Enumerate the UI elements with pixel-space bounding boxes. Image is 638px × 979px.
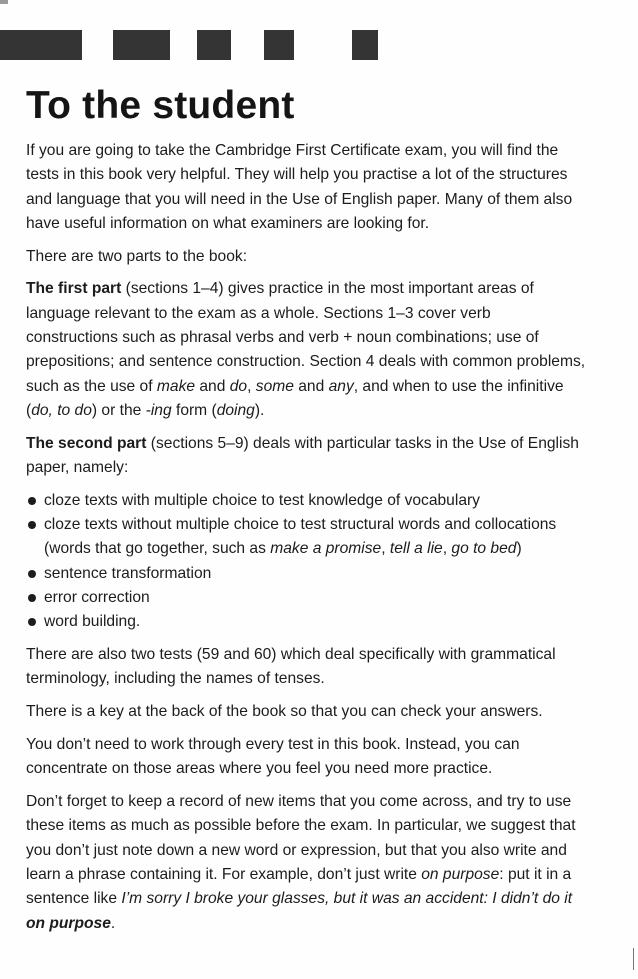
first-part-text: ). [254,401,265,419]
decoration-block [0,30,82,60]
list-item [26,562,586,586]
key-paragraph: There is a key at the back of the book so that you can check your answers. [26,703,543,721]
example-sentence: I’m sorry I broke your glasses, but it was an accident: I didn’t do it [121,890,573,908]
first-part-text: (sections 1–4) gives practice in the most important areas of language relevant to the exam as a whole. Sections 1–3 cover verb constructions such as phrasal verbs and verb + noun combinations; use of prepositions; and sentence construction. Section 4 deals with common problems, such as the use of [26,280,586,395]
list-item-text: error correction [44,589,150,607]
second-part-paragraph [26,432,586,481]
second-part-text: (sections 5–9) deals with particular tasks in the Use of English paper, namely: [26,434,579,477]
bullet-icon [28,521,36,529]
record-text: Don’t forget to keep a record of new items that you come across, and try to use these items as much as possible before the exam. In particular, we suggest that you don’t just note down a new word or expression, but that you also write and learn a phrase containing it. For example, don’t just write [26,793,576,884]
first-part-text: , and when to use the infinitive ( [26,377,564,419]
task-list [26,489,586,635]
record-text: . [110,914,116,932]
page-title: To the student [26,84,295,127]
record-paragraph [26,790,586,936]
list-item [26,586,586,610]
example-word: some [255,377,294,395]
parts-intro-paragraph: There are two parts to the book: [26,247,248,265]
example-word: -ing [145,401,172,419]
list-item-text: word building. [44,613,141,631]
first-part-label: The first part [26,280,122,298]
connector: , [247,377,256,395]
list-item [26,610,586,634]
second-part-label: The second part [26,434,147,452]
connector: and [195,377,230,395]
example-phrase: tell a lie [389,540,443,558]
decoration-block [197,30,231,60]
first-part-paragraph [26,277,586,423]
scan-artifact [0,0,8,4]
decoration-block [113,30,170,60]
body-text [26,139,586,944]
example-word: doing [216,401,255,419]
example-word: do [229,377,248,395]
intro-paragraph: If you are going to take the Cambridge First Certificate exam, you will find the tests in this book very helpful. They will help you practise a lot of the structures and language that you will need in the Use of English paper. Many of them also have useful information on what examiners are looking for. [26,142,573,232]
connector: ) [516,540,522,558]
record-text: : put it in a sentence like [26,866,572,908]
example-phrase: on purpose [421,866,500,884]
example-phrase: make a promise [270,540,382,558]
list-item [26,489,586,513]
example-word: do, to do [31,401,92,419]
connector: , [442,540,452,558]
bullet-icon [28,570,36,578]
example-phrase: go to bed [451,540,517,558]
tests-paragraph: There are also two tests (59 and 60) which deal specifically with grammatical terminology, including the names of tenses. [26,646,556,688]
example-phrase-emphasis: on purpose [26,914,111,932]
list-item-text: sentence transformation [44,564,212,582]
bullet-icon [28,497,36,505]
first-part-text: ) or the [91,401,146,419]
connector: , [381,540,390,558]
no-need-paragraph: You don’t need to work through every test in this book. Instead, you can concentrate on those areas where you feel you need more practice. [26,736,520,778]
first-part-text: form ( [171,401,217,419]
connector: and [293,377,329,395]
example-word: any [328,377,354,395]
list-item-text: cloze texts without multiple choice to test structural words and collocations (words that go together, such as [44,516,557,558]
decoration-block [264,30,294,60]
example-word: make [156,377,196,395]
list-item-text: cloze texts with multiple choice to test knowledge of vocabulary [44,491,480,509]
decoration-block [352,30,378,60]
bullet-icon [28,618,36,626]
margin-mark [633,948,634,970]
bullet-icon [28,594,36,602]
list-item [26,513,586,562]
